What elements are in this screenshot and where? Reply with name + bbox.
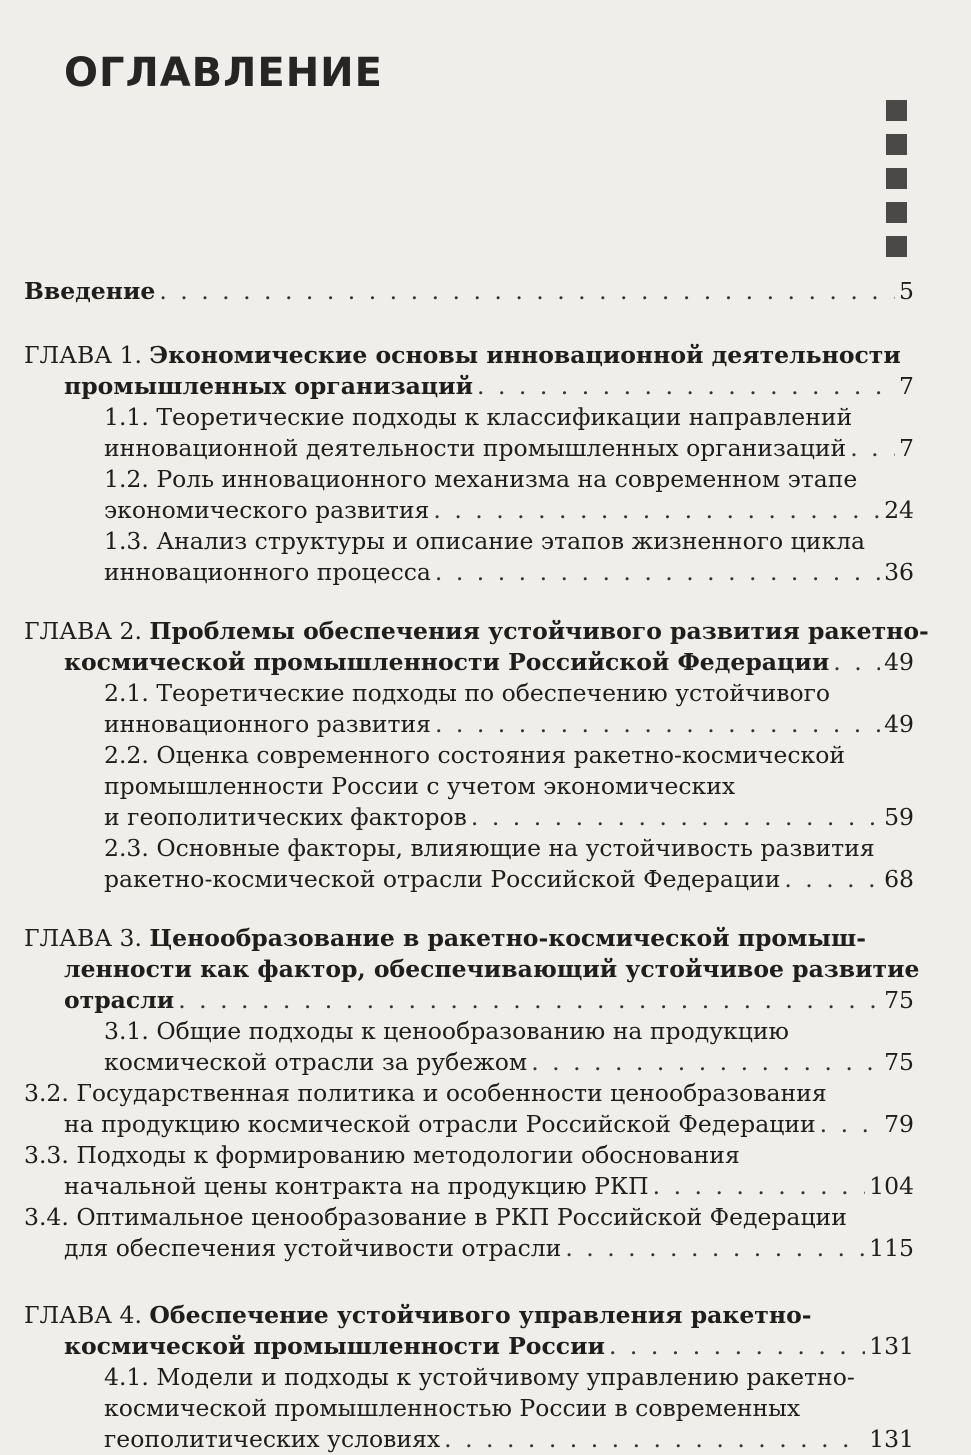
page-number: 36 <box>884 558 914 586</box>
section-text: геополитических условиях <box>104 1425 441 1453</box>
section-1-2[interactable]: 1.2. Роль инновационного механизма на современном этапе <box>104 465 858 493</box>
section-1-1-cont[interactable] <box>104 433 914 464</box>
page-number: 131 <box>869 1332 914 1360</box>
chapter-4-heading-cont[interactable] <box>64 1331 914 1362</box>
page-number: 7 <box>899 434 914 462</box>
chapter-3-heading-cont[interactable] <box>64 954 920 985</box>
section-2-3-cont[interactable] <box>104 864 914 895</box>
section-text: на продукцию космической отрасли Российской Федерации <box>64 1110 816 1138</box>
section-1-2-cont[interactable] <box>104 495 914 526</box>
dot-leader <box>178 985 880 1016</box>
page-number: 49 <box>884 710 914 738</box>
square-mark <box>886 134 907 155</box>
chapter-3-heading-end[interactable] <box>64 985 914 1016</box>
chapter-title-line: Ценообразование в ракетно-космической промыш- <box>149 924 867 952</box>
dot-leader <box>820 1109 880 1140</box>
page-number: 24 <box>884 496 914 524</box>
chapter-title-line: промышленных организаций <box>64 372 474 400</box>
section-text: начальной цены контракта на продукцию РКП <box>64 1172 649 1200</box>
chapter-1-heading-cont[interactable] <box>64 371 914 402</box>
page-number: 7 <box>899 372 914 400</box>
section-3-1-cont[interactable] <box>104 1047 914 1078</box>
chapter-1-heading[interactable] <box>24 340 901 371</box>
dot-leader <box>565 1233 865 1264</box>
page-number: 59 <box>884 803 914 831</box>
page-number: 5 <box>899 277 914 305</box>
section-text: для обеспечения устойчивости отрасли <box>64 1234 562 1262</box>
chapter-4-heading[interactable] <box>24 1300 812 1331</box>
section-2-1-cont[interactable] <box>104 709 914 740</box>
dot-leader <box>653 1171 865 1202</box>
chapter-title-line: космической промышленности Российской Федерации <box>64 648 830 676</box>
chapter-title-line: Экономические основы инновационной деятельности <box>149 341 901 369</box>
dot-leader <box>433 495 880 526</box>
page-number: 49 <box>884 648 914 676</box>
section-2-2-cont: промышленности России с учетом экономических <box>104 772 736 800</box>
dot-leader <box>471 802 880 833</box>
chapter-2-heading[interactable] <box>24 616 929 647</box>
section-4-1-end[interactable] <box>104 1424 914 1455</box>
intro-label: Введение <box>24 277 156 305</box>
chapter-prefix: ГЛАВА 2. <box>24 617 142 645</box>
dot-leader <box>531 1047 880 1078</box>
section-3-3-cont[interactable] <box>64 1171 914 1202</box>
chapter-3-heading[interactable] <box>24 923 866 954</box>
section-text: ракетно-космической отрасли Российской Федерации <box>104 865 781 893</box>
section-4-1-cont: космической промышленностью России в современных <box>104 1394 801 1422</box>
page-number: 131 <box>869 1425 914 1453</box>
chapter-prefix: ГЛАВА 4. <box>24 1301 142 1329</box>
page-number: 79 <box>884 1110 914 1138</box>
square-mark <box>886 168 907 189</box>
section-3-4-cont[interactable] <box>64 1233 914 1264</box>
section-4-1[interactable]: 4.1. Модели и подходы к устойчивому управлению ракетно- <box>104 1363 855 1391</box>
section-3-4[interactable]: 3.4. Оптимальное ценообразование в РКП Российской Федерации <box>24 1203 847 1231</box>
chapter-title-line: Обеспечение устойчивого управления ракетно- <box>149 1301 812 1329</box>
dot-leader <box>784 864 880 895</box>
page-number: 75 <box>884 986 914 1014</box>
section-2-2[interactable]: 2.2. Оценка современного состояния ракетно-космической <box>104 741 846 769</box>
section-3-2[interactable]: 3.2. Государственная политика и особенности ценообразования <box>24 1079 827 1107</box>
decorative-squares <box>886 100 908 270</box>
page-number: 104 <box>869 1172 914 1200</box>
dot-leader <box>609 1331 865 1362</box>
section-text: инновационного развития <box>104 710 431 738</box>
page-number: 115 <box>869 1234 914 1262</box>
chapter-title-line: отрасли <box>64 986 175 1014</box>
chapter-title-line: ленности как фактор, обеспечивающий устойчивое развитие <box>64 955 920 983</box>
section-2-3[interactable]: 2.3. Основные факторы, влияющие на устойчивость развития <box>104 834 875 862</box>
dot-leader <box>159 276 895 307</box>
toc-entry-intro[interactable] <box>24 276 914 307</box>
dot-leader <box>444 1424 865 1455</box>
section-3-3[interactable]: 3.3. Подходы к формированию методологии обоснования <box>24 1141 740 1169</box>
chapter-prefix: ГЛАВА 1. <box>24 341 142 369</box>
chapter-title-line: космической промышленности России <box>64 1332 605 1360</box>
section-text: космической отрасли за рубежом <box>104 1048 528 1076</box>
page-title: ОГЛАВЛЕНИЕ <box>64 50 383 96</box>
section-text: инновационного процесса <box>104 558 431 586</box>
section-3-2-cont[interactable] <box>64 1109 914 1140</box>
chapter-prefix: ГЛАВА 3. <box>24 924 142 952</box>
square-mark <box>886 202 907 223</box>
dot-leader <box>477 371 895 402</box>
section-2-2-end[interactable] <box>104 802 914 833</box>
dot-leader <box>850 433 895 464</box>
chapter-title-line: Проблемы обеспечения устойчивого развития ракетно- <box>149 617 929 645</box>
section-1-3-cont[interactable] <box>104 557 914 588</box>
page-number: 75 <box>884 1048 914 1076</box>
section-3-1[interactable]: 3.1. Общие подходы к ценообразованию на продукцию <box>104 1017 789 1045</box>
dot-leader <box>435 557 880 588</box>
section-2-1[interactable]: 2.1. Теоретические подходы по обеспечению устойчивого <box>104 679 831 707</box>
chapter-2-heading-cont[interactable] <box>64 647 914 678</box>
square-mark <box>886 100 907 121</box>
dot-leader <box>833 647 880 678</box>
dot-leader <box>435 709 880 740</box>
section-1-3[interactable]: 1.3. Анализ структуры и описание этапов жизненного цикла <box>104 527 866 555</box>
section-text: и геополитических факторов <box>104 803 467 831</box>
section-text: инновационной деятельности промышленных организаций <box>104 434 847 462</box>
section-text: экономического развития <box>104 496 430 524</box>
square-mark <box>886 236 907 257</box>
section-1-1[interactable]: 1.1. Теоретические подходы к классификации направлений <box>104 403 853 431</box>
page-number: 68 <box>884 865 914 893</box>
